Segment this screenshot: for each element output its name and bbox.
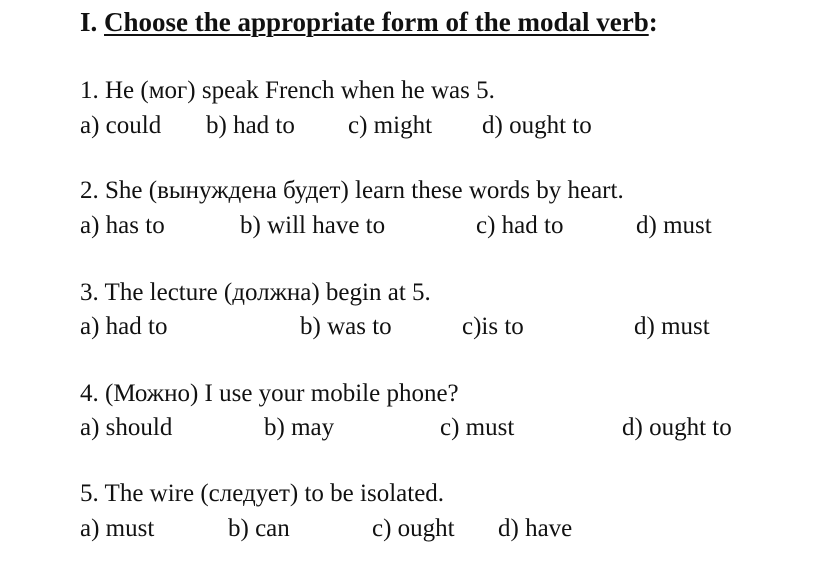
question-1-text: 1. He (мог) speak French when he was 5. <box>80 77 495 104</box>
question-5-option-b: b) can <box>228 515 290 542</box>
exercise-number: I. <box>80 7 98 37</box>
question-2-option-a: a) has to <box>80 212 165 239</box>
question-5-text: 5. The wire (следует) to be isolated. <box>80 480 445 507</box>
question-5-option-c: c) ought <box>372 515 455 542</box>
question-4-text: 4. (Можно) I use your mobile phone? <box>80 380 459 407</box>
exercise-heading <box>80 4 658 40</box>
exercise-title: Choose the appropriate form of the modal verb <box>104 7 649 37</box>
question-4-option-d: d) ought to <box>622 414 732 441</box>
question-4-option-a: a) should <box>80 414 173 441</box>
question-3-option-a: a) had to <box>80 313 168 340</box>
question-4-option-b: b) may <box>264 414 335 441</box>
question-3-option-b: b) was to <box>300 313 392 340</box>
exercise-colon: : <box>648 7 658 37</box>
question-2-text: 2. She (вынуждена будет) learn these words by heart. <box>80 177 624 204</box>
question-1-option-c: c) might <box>348 112 433 139</box>
question-2-option-b: b) will have to <box>240 212 386 239</box>
question-5-option-d: d) have <box>498 515 573 542</box>
question-2-option-c: c) had to <box>476 212 564 239</box>
question-4-option-c: c) must <box>440 414 515 441</box>
question-2-option-d: d) must <box>636 212 712 239</box>
question-1-option-a: a) could <box>80 112 162 139</box>
question-3-text: 3. The lecture (должна) begin at 5. <box>80 279 431 306</box>
question-3-option-d: d) must <box>634 313 710 340</box>
question-3-option-c: c)is to <box>462 313 524 340</box>
question-1-option-d: d) ought to <box>482 112 592 139</box>
question-1-option-b: b) had to <box>206 112 295 139</box>
question-5-option-a: a) must <box>80 515 155 542</box>
